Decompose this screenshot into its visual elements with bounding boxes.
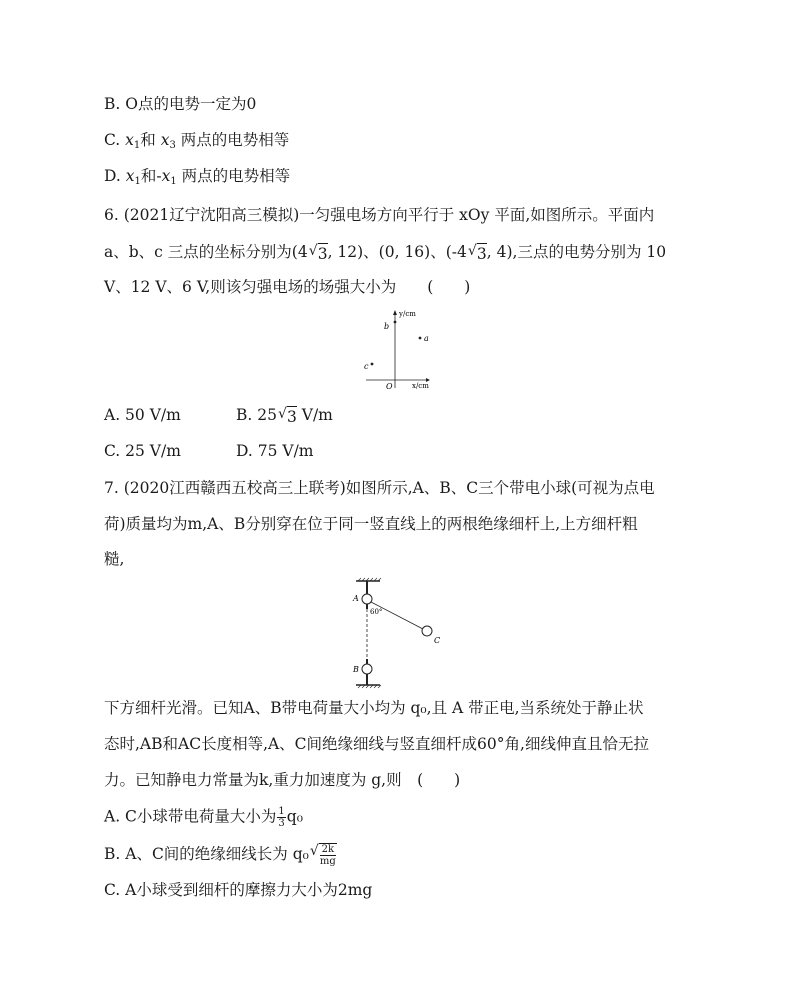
q7-option-b: [104, 843, 337, 867]
q7-option-a-suffix: q₀: [286, 807, 303, 826]
q7-stem-line4: 下方细杆光滑。已知A、B带电荷量大小均为 q₀,且 A 带正电,当系统处于静止状: [104, 699, 644, 717]
q6-point-a: [419, 337, 422, 340]
q6-option-b-sqrt: [278, 406, 297, 427]
q5-d-sub1: 1: [134, 176, 141, 187]
q7-angle-label: 60°: [370, 608, 383, 616]
q7-stem-line1: 7. (2020江西赣西五校高三上联考)如图所示,A、B、C三个带电小球(可视为点电: [104, 479, 655, 497]
q5-d-mid: 和-: [140, 167, 162, 185]
q7-stem-line6: 力。已知静电力常量为k,重力加速度为 g,则 ( ): [104, 771, 461, 789]
q7-option-c: C. A小球受到细杆的摩擦力大小为2mg: [104, 881, 373, 899]
q7-option-b-sqrt: [310, 843, 337, 867]
q5-option-b: B. O点的电势一定为0: [104, 95, 257, 113]
q6-line2-b: , 12)、(0, 16)、(-4: [327, 243, 467, 261]
q7-label-b: B: [353, 665, 359, 674]
q6-option-b-suffix: V/m: [296, 406, 333, 424]
q6-option-b: [236, 405, 333, 427]
q5-c-sub3: 3: [169, 140, 176, 151]
q6-stem-line2: [104, 242, 666, 264]
q5-c-x3: x: [160, 131, 170, 149]
q7-stem-line3: 糙,: [104, 550, 125, 568]
q6-option-d: D. 75 V/m: [236, 442, 314, 460]
q7-option-a-prefix: A. C小球带电荷量大小为: [104, 807, 277, 826]
q6-option-b-prefix: B. 25: [236, 406, 277, 424]
q6-y-label: y/cm: [399, 310, 416, 318]
q6-option-c: C. 25 V/m: [104, 442, 181, 460]
q6-sqrt-2-radicand: 3: [476, 244, 487, 263]
q5-c-mid: 和: [140, 131, 161, 149]
q5-d-x1b: x: [161, 167, 171, 185]
q7-option-b-prefix: B. A、C间的绝缘细线长为 q₀: [104, 845, 309, 863]
q7-stem-line2: 荷)质量均为m,A、B分别穿在位于同一竖直线上的两根绝缘细杆上,上方细杆粗: [104, 515, 638, 533]
q6-sqrt-1: [309, 243, 328, 264]
q7-option-a: [104, 806, 303, 829]
q7-option-b-fraction: [320, 844, 336, 867]
q7-rod-figure: [346, 577, 446, 689]
q6-line2-c: , 4),三点的电势分别为 10: [486, 243, 667, 261]
q5-d-x1: x: [125, 167, 135, 185]
q5-c-prefix: C.: [104, 131, 126, 149]
q6-origin-label: O: [386, 382, 393, 391]
q6-stem-line3: V、12 V、6 V,则该匀强电场的场强大小为 ( ): [104, 278, 471, 296]
q6-point-b: [394, 321, 397, 324]
q7-ball-a: [362, 594, 372, 604]
q7-stem-line5: 态时,AB和AC长度相等,A、C间绝缘细线与竖直细杆成60°角,细线伸直且恰无拉: [104, 735, 649, 753]
q6-x-label: x/cm: [412, 382, 429, 390]
q7-ball-b: [362, 664, 372, 674]
q5-d-sub1b: 1: [170, 176, 177, 187]
q7-option-b-denominator: mg: [319, 856, 336, 867]
q6-y-arrow: [393, 310, 397, 315]
q7-option-b-radicand: [319, 843, 337, 867]
q6-label-b: b: [384, 322, 390, 331]
q7-ball-c: [422, 626, 432, 636]
q7-option-a-fraction: [277, 806, 285, 829]
q5-c-sub1: 1: [133, 140, 141, 151]
q5-d-prefix: D.: [104, 167, 126, 185]
q5-c-post: 两点的电势相等: [175, 131, 290, 149]
q7-label-a: A: [353, 594, 359, 603]
q5-option-c: [104, 130, 289, 156]
q6-point-c: [371, 363, 374, 366]
q7-label-c: C: [434, 636, 441, 645]
q6-option-b-radicand: 3: [286, 407, 297, 426]
q7-option-b-numerator: √ 2k: [321, 844, 335, 855]
q7-option-a-denominator: 3: [278, 818, 285, 829]
q5-option-d: [104, 166, 290, 192]
q6-label-a: a: [424, 334, 429, 343]
q6-option-a: A. 50 V/m: [104, 406, 181, 424]
q6-label-c: c: [364, 362, 369, 371]
q6-sqrt-2: [468, 243, 487, 264]
q6-stem-line1: 6. (2021辽宁沈阳高三模拟)一匀强电场方向平行于 xOy 平面,如图所示。平面内: [104, 206, 655, 224]
q6-sqrt-1-radicand: 3: [317, 244, 328, 263]
q7-option-a-numerator: 1: [278, 806, 285, 817]
q6-line2-a: a、b、c 三点的坐标分别为(4: [104, 243, 308, 261]
q5-c-x1: x: [125, 131, 134, 149]
q5-d-post: 两点的电势相等: [176, 167, 291, 185]
q6-coordinate-figure: [364, 308, 444, 394]
